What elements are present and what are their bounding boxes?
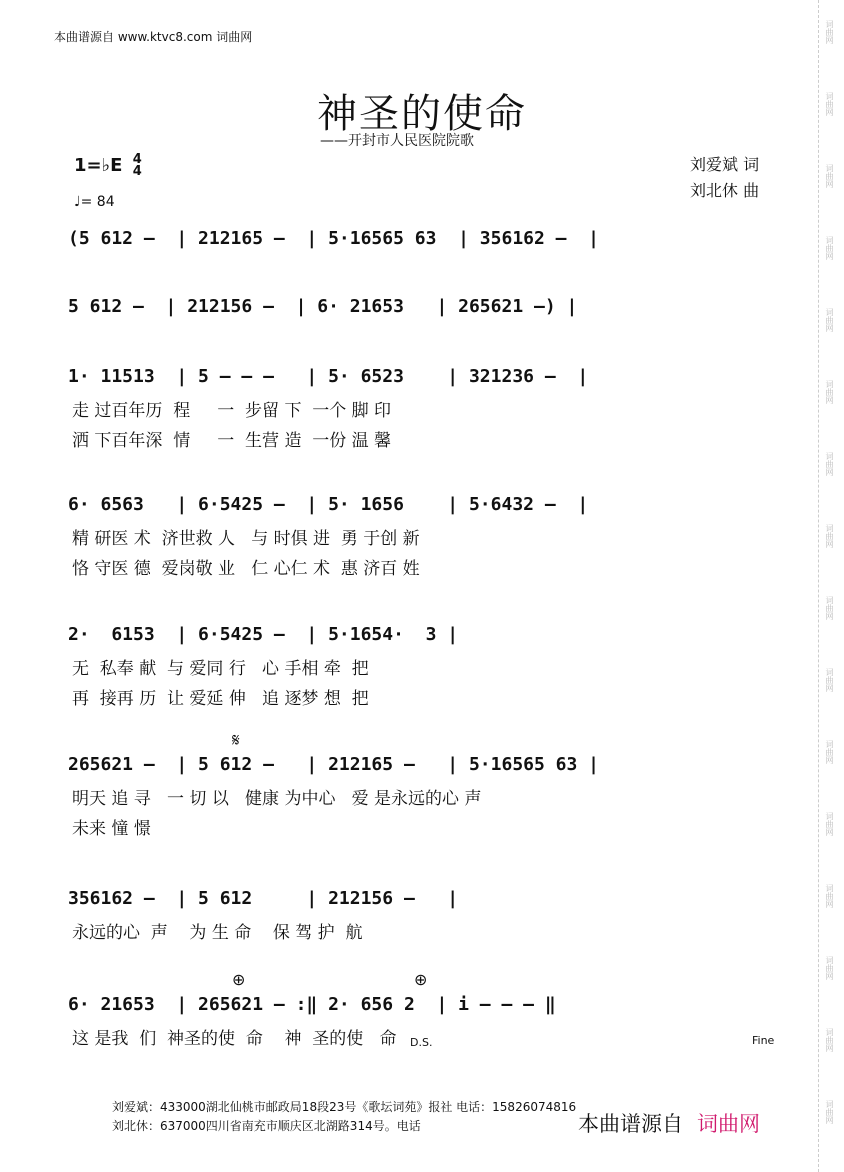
watermark-text: 词曲网 (825, 236, 834, 260)
watermark-text: 词曲网 (825, 452, 834, 476)
time-bottom: 4 (132, 164, 142, 179)
notation-line: 356162 – | 5 612 | 212156 – | (68, 888, 459, 909)
fine-mark: Fine (752, 1034, 775, 1047)
score-row (68, 620, 780, 709)
segno-mark: 𝄋 (232, 730, 240, 751)
watermark-strip (818, 0, 837, 1172)
lyric-line: 无 私奉 献 与 爱同 行 心 手相 牵 把 (72, 659, 369, 679)
lyric-line: 这 是我 们 神圣的使 命 神 圣的使 命 (72, 1029, 397, 1049)
footer-line-2: 刘北休：637000四川省南充市顺庆区北湖路314号。电话 (112, 1119, 421, 1133)
footer-line-1: 刘爱斌：433000湖北仙桃市邮政局18段23号《歌坛词苑》报社 电话：15826074816 (112, 1100, 577, 1114)
composer-credit: 刘北休 曲 (690, 181, 760, 200)
watermark-text: 词曲网 (825, 596, 834, 620)
watermark-text: 词曲网 (825, 92, 834, 116)
footer-contacts (112, 1098, 576, 1136)
watermark-text: 词曲网 (825, 812, 834, 836)
score-row (68, 490, 780, 579)
ds-mark: D.S. (410, 1036, 433, 1049)
watermark-text: 词曲网 (825, 1100, 834, 1124)
watermark-text: 词曲网 (825, 1028, 834, 1052)
notation-line: (5 612 – | 212165 – | 5·16565 63 | 356162 – | (68, 228, 600, 249)
coda-mark-2: ⊕ (414, 970, 428, 989)
footer-brand (578, 1108, 760, 1138)
watermark-text: 词曲网 (825, 740, 834, 764)
watermark-text: 词曲网 (825, 956, 834, 980)
score-row (68, 362, 780, 451)
source-note: 本曲谱源自 www.ktvc8.com 词曲网 (54, 30, 253, 44)
watermark-text: 词曲网 (825, 668, 834, 692)
notation-line: 5 612 – | 212156 – | 6· 21653 | 265621 –) | (68, 296, 578, 317)
score-row (68, 750, 780, 839)
coda-mark-1: ⊕ (232, 970, 246, 989)
song-title: 神圣的使命 (317, 91, 527, 137)
score-row (68, 292, 780, 352)
lyric-line: 永远的心 声 为 生 命 保 驾 护 航 (72, 923, 363, 943)
score-row (68, 884, 780, 944)
lyricist-credit: 刘爱斌 词 (690, 155, 760, 174)
key-signature (74, 154, 142, 178)
lyric-line: 明天 追 寻 一 切 以 健康 为中心 爱 是永远的心 声 (72, 789, 482, 809)
notation-line: 6· 6563 | 6·5425 – | 5· 1656 | 5·6432 – | (68, 494, 589, 515)
lyric-line: 洒 下百年深 情 一 生营 造 一份 温 馨 (72, 431, 392, 451)
lyric-line: 走 过百年历 程 一 步留 下 一个 脚 印 (72, 401, 392, 421)
lyric-line: 恪 守医 德 爱岗敬 业 仁 心仁 术 惠 济百 姓 (72, 559, 420, 579)
watermark-text: 词曲网 (825, 308, 834, 332)
notation-line: 1· 11513 | 5 – – – | 5· 6523 | 321236 – | (68, 366, 589, 387)
brand-text: 本曲谱源自 (578, 1112, 683, 1136)
song-subtitle: ——开封市人民医院院歌 (320, 133, 474, 149)
time-signature (133, 154, 142, 178)
watermark-text: 词曲网 (825, 380, 834, 404)
lyric-line: 再 接再 历 让 爱延 伸 追 逐梦 想 把 (72, 689, 369, 709)
watermark-text: 词曲网 (825, 524, 834, 548)
lyric-line: 未来 憧 憬 (72, 819, 151, 839)
watermark-text: 词曲网 (825, 884, 834, 908)
watermark-text: 词曲网 (825, 164, 834, 188)
notation-line: 265621 – | 5 612 – | 212165 – | 5·16565 63 | (68, 754, 600, 775)
notation-line: 2· 6153 | 6·5425 – | 5·1654· 3 | (68, 624, 459, 645)
watermark-text: 词曲网 (825, 20, 834, 44)
brand-site-name: 词曲网 (697, 1112, 760, 1136)
time-top: 4 (132, 152, 142, 167)
tempo-marking: ♩= 84 (74, 194, 115, 210)
lyric-line: 精 研医 术 济世救 人 与 时俱 进 勇 于创 新 (72, 529, 420, 549)
key-label: 1=♭E (74, 155, 123, 176)
score-row (68, 224, 780, 284)
notation-line: 6· 21653 | 265621 – :‖ 2· 656 2 | i – – – ‖ (68, 994, 556, 1015)
